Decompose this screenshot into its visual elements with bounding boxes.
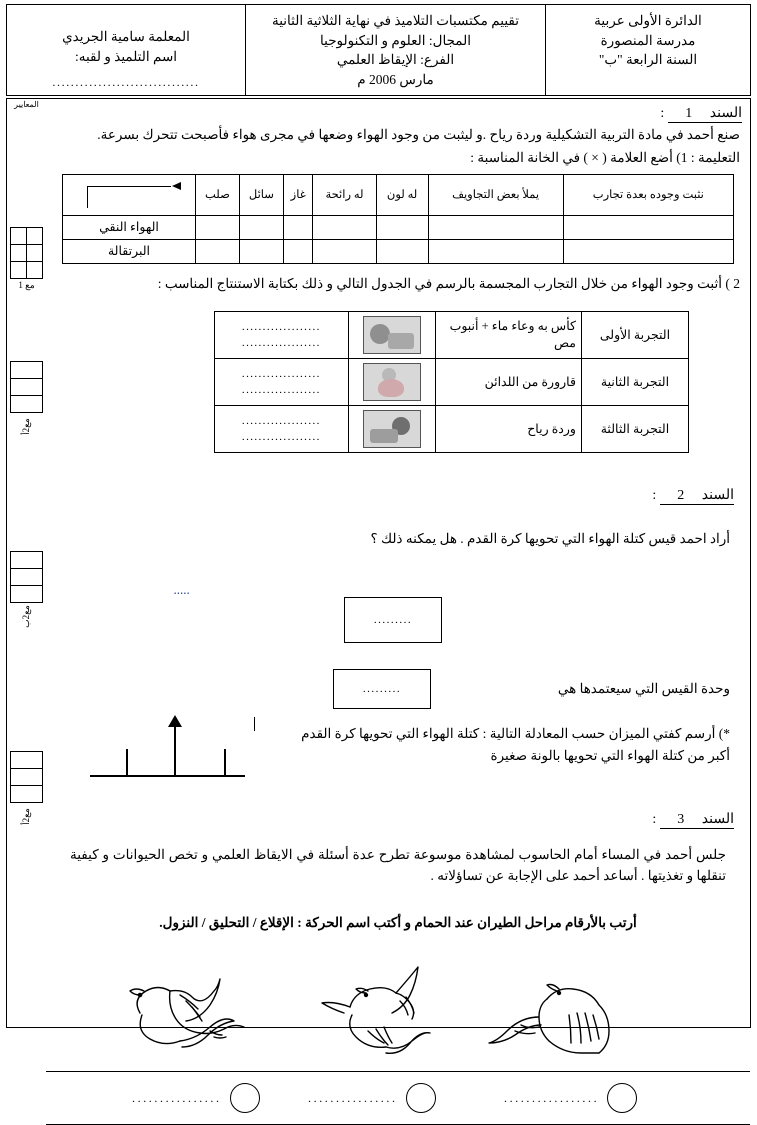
- cell-checkbox[interactable]: [563, 239, 733, 263]
- header-subject: المجال: العلوم و التكنولوجيا: [320, 32, 471, 48]
- photo-plastic-bottle-icon: [363, 363, 421, 401]
- th-cavities: يملأ بعض التجاويف: [428, 174, 563, 215]
- table-row: [215, 312, 689, 359]
- instruction-1: التعليمة : 1) أضع العلامة ( × ) في الخانة المناسبة :: [470, 149, 740, 165]
- criteria-grid[interactable]: [10, 227, 43, 279]
- criteria-label-1: مع 1: [18, 280, 35, 290]
- th-liquid: سائل: [239, 174, 283, 215]
- criteria-block-3: [10, 551, 43, 628]
- header-exam-title: تقييم مكتسبات التلاميذ في نهاية الثلاثية الثانية: [271, 13, 520, 28]
- cell-checkbox[interactable]: [283, 239, 312, 263]
- cell-checkbox[interactable]: [376, 215, 428, 239]
- criteria-label-3: مع2ب: [21, 605, 31, 628]
- th-color: له لون: [376, 174, 428, 215]
- experiment-name-2: التجربة الثانية: [581, 359, 688, 406]
- th-smell: له رائحة: [313, 174, 376, 215]
- answer-box-unit[interactable]: .........: [333, 669, 431, 709]
- th-gas: غاز: [283, 174, 312, 215]
- table-row: [215, 406, 689, 453]
- row-label-orange: البرتقالة: [63, 239, 196, 263]
- experiment-desc-2: قارورة من اللدائن: [435, 359, 581, 406]
- cell-checkbox[interactable]: [196, 215, 240, 239]
- sanad-3-heading: [62, 811, 734, 829]
- th-experiments: نثبت وجوده بعدة تجارب: [563, 174, 733, 215]
- sanad-1-colon: :: [660, 106, 665, 121]
- answer-slot-2[interactable]: [308, 1083, 436, 1113]
- document-header: [6, 4, 751, 96]
- sanad-1-label: السند: [709, 106, 742, 121]
- criteria-grid[interactable]: [10, 751, 43, 803]
- properties-table: [62, 174, 734, 264]
- header-student-block: [7, 5, 245, 95]
- unit-question: وحدة القيس التي سيعتمدها هي: [557, 681, 730, 696]
- experiment-answer-3[interactable]: [215, 406, 349, 453]
- mark-cell[interactable]: [11, 752, 42, 768]
- order-circle-icon[interactable]: [230, 1083, 260, 1113]
- row-label-pure-air: الهواء النقي: [63, 215, 196, 239]
- sanad-2-heading: [62, 487, 734, 505]
- cell-checkbox[interactable]: [196, 239, 240, 263]
- criteria-label-4: مع2أ: [21, 808, 31, 825]
- answer-slots-row: [46, 1071, 750, 1125]
- criteria-label-2: مع2أ: [21, 418, 31, 435]
- sanad-2-label: السند: [701, 488, 734, 503]
- answer-dotted-line[interactable]: ...................: [241, 384, 321, 396]
- sanad-3-label: السند: [701, 812, 734, 827]
- sanad-1-heading: [54, 105, 742, 123]
- instruction-3: أرتب بالأرقام مراحل الطيران عند الحمام و أكتب اسم الحركة : الإقلاع / التحليق / النزول.: [159, 915, 637, 930]
- sanad-1-number: 1: [685, 106, 693, 121]
- cell-checkbox[interactable]: [428, 239, 563, 263]
- order-circle-icon[interactable]: [607, 1083, 637, 1113]
- marks-column: [6, 99, 46, 1027]
- arrow-icon: [73, 182, 185, 208]
- cell-checkbox[interactable]: [376, 239, 428, 263]
- cell-checkbox[interactable]: [313, 239, 376, 263]
- experiments-table: [214, 311, 689, 453]
- mark-cell[interactable]: [11, 379, 42, 395]
- sanad-3-colon: :: [652, 812, 657, 827]
- sanad-3-text: جلس أحمد في المساء أمام الحاسوب لمشاهدة موسوعة تطرح عدة أسئلة في الايقاظ العلمي و تخص الحيوانات و كيفية تنقلها و تغذيتها . أساعد أحمد على الإجابة عن تساؤلاته .: [70, 847, 726, 883]
- header-school: مدرسة المنصورة: [600, 32, 696, 48]
- sanad-2-text: أراد احمد قيس كتلة الهواء التي تحويها كرة القدم . هل يمكنه ذلك ؟: [370, 531, 730, 546]
- mark-cell[interactable]: [26, 228, 42, 244]
- experiment-name-3: التجربة الثالثة: [581, 406, 688, 453]
- margin-note: .....: [174, 586, 191, 596]
- mark-cell[interactable]: [26, 262, 42, 278]
- photo-glass-water-icon: [363, 316, 421, 354]
- th-corner-arrow: [63, 174, 196, 215]
- criteria-grid[interactable]: [10, 361, 43, 413]
- table-row: [63, 215, 734, 239]
- student-name-label: اسم التلميذ و لقبه:: [74, 48, 178, 64]
- exam-content: [46, 99, 750, 1105]
- mark-cell[interactable]: [11, 569, 42, 585]
- sanad-2-number: 2: [677, 488, 685, 503]
- header-directorate: الدائرة الأولى عربية: [594, 13, 702, 28]
- sanad-3-number: 3: [677, 812, 685, 827]
- mark-cell[interactable]: [11, 552, 42, 568]
- cell-checkbox[interactable]: [563, 215, 733, 239]
- th-solid: صلب: [196, 174, 240, 215]
- balance-scale-icon: [82, 717, 262, 789]
- answer-dotted-line[interactable]: ...................: [241, 320, 321, 333]
- answer-box-possible[interactable]: .........: [344, 597, 442, 643]
- criteria-grid[interactable]: [10, 551, 43, 603]
- answer-dotted-line[interactable]: ...................: [241, 431, 321, 443]
- order-circle-icon[interactable]: [406, 1083, 436, 1113]
- bird-flying-icon: [296, 945, 456, 1063]
- mark-cell[interactable]: [11, 362, 42, 378]
- experiment-answer-2[interactable]: [215, 359, 349, 406]
- bird-takeoff-icon: [481, 955, 641, 1073]
- answer-slot-1[interactable]: [132, 1083, 260, 1113]
- sanad-2-colon: :: [652, 488, 657, 503]
- header-branch: الفرع: الإيقاظ العلمي: [336, 52, 455, 68]
- balance-task-text: *) أرسم كفتي الميزان حسب المعادلة التالية : كتلة الهواء التي تحويها كرة القدم أكبر من كتلة الهواء التي تحويها بالونة صغيرة: [301, 726, 730, 763]
- header-class: السنة الرابعة "ب": [598, 52, 698, 68]
- experiment-name-1: التجربة الأولى: [581, 312, 688, 359]
- cell-checkbox[interactable]: [428, 215, 563, 239]
- mark-cell[interactable]: [11, 228, 26, 244]
- photo-pinwheel-icon: [363, 410, 421, 448]
- answer-line-1[interactable]: ................: [132, 1090, 222, 1105]
- birds-illustration-row: [46, 945, 750, 1071]
- header-title-block: [245, 5, 545, 95]
- answer-dotted-line[interactable]: ...................: [241, 367, 321, 380]
- mark-cell[interactable]: [26, 245, 42, 261]
- header-school-block: [545, 5, 750, 95]
- cell-checkbox[interactable]: [239, 215, 283, 239]
- answer-dotted-line[interactable]: ...................: [241, 337, 321, 349]
- answer-slot-3[interactable]: [504, 1083, 637, 1113]
- answer-dotted-line[interactable]: ...................: [241, 414, 321, 427]
- sanad-1-text: صنع أحمد في مادة التربية التشكيلية وردة رياح .و ليثبت من وجود الهواء وضعها في مجرى هواء فأصبحت تتحرك بسرعة.: [97, 127, 740, 142]
- experiment-answer-1[interactable]: [215, 312, 349, 359]
- bird-landing-icon: [106, 949, 266, 1067]
- instruction-2: 2 ) أثبت وجود الهواء من خلال التجارب المجسمة بالرسم في الجدول التالي و ذلك بكتابة الاستنتاج المناسب :: [157, 275, 740, 291]
- answer-line-3[interactable]: .................: [504, 1090, 600, 1105]
- experiment-image-3: [348, 406, 435, 453]
- criteria-block-1: [10, 227, 43, 291]
- table-header-row: [63, 174, 734, 215]
- mark-cell[interactable]: [11, 262, 26, 278]
- mark-cell[interactable]: [11, 245, 26, 261]
- cell-checkbox[interactable]: [313, 215, 376, 239]
- criteria-block-4: [10, 751, 43, 825]
- marks-column-title: المعايير: [14, 100, 39, 109]
- cell-checkbox[interactable]: [283, 215, 312, 239]
- experiment-image-2: [348, 359, 435, 406]
- table-row: [215, 359, 689, 406]
- experiment-image-1: [348, 312, 435, 359]
- student-name-field[interactable]: ................................: [52, 75, 200, 90]
- exam-body-frame: [6, 98, 751, 1105]
- criteria-block-2: [10, 361, 43, 435]
- header-date: مارس 2006 م: [357, 71, 434, 87]
- experiment-desc-1: كأس به وعاء ماء + أنبوب مص: [435, 312, 581, 359]
- header-teacher-name: المعلمة سامية الجريدي: [62, 29, 190, 44]
- exam-page: [0, 4, 757, 1105]
- table-row: [63, 239, 734, 263]
- experiment-desc-3: وردة رياح: [435, 406, 581, 453]
- mark-cell[interactable]: [11, 769, 42, 785]
- properties-table-head: [63, 174, 734, 215]
- experiments-table-body: [215, 312, 689, 453]
- answer-line-2[interactable]: ................: [308, 1090, 398, 1105]
- properties-table-body: [63, 215, 734, 263]
- cell-checkbox[interactable]: [239, 239, 283, 263]
